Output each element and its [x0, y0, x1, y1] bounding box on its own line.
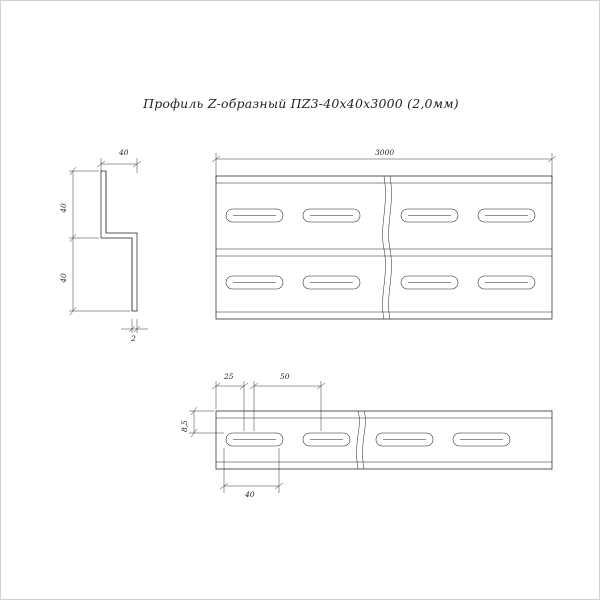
slot-row-upper	[226, 209, 535, 222]
front-elevation-view	[212, 148, 556, 319]
slot-detail-view	[180, 372, 552, 499]
dim-hole-spacing: 40	[245, 490, 255, 499]
cross-section-view	[59, 148, 148, 343]
dim-slot-pitch: 50	[280, 372, 290, 381]
dim-section-width: 40	[119, 148, 129, 157]
dim-section-thickness: 2	[131, 334, 136, 343]
dim-row-offset: 8,5	[180, 420, 189, 432]
dim-section-lower-height: 40	[59, 273, 68, 283]
dim-total-length: 3000	[375, 148, 395, 157]
page-title: Профиль Z-образный ПZ3-40x40x3000 (2,0мм)	[143, 96, 459, 111]
technical-drawing	[1, 1, 600, 601]
dim-section-upper-height: 40	[59, 203, 68, 213]
slot-row-lower	[226, 276, 535, 289]
dim-edge-offset: 25	[224, 372, 234, 381]
